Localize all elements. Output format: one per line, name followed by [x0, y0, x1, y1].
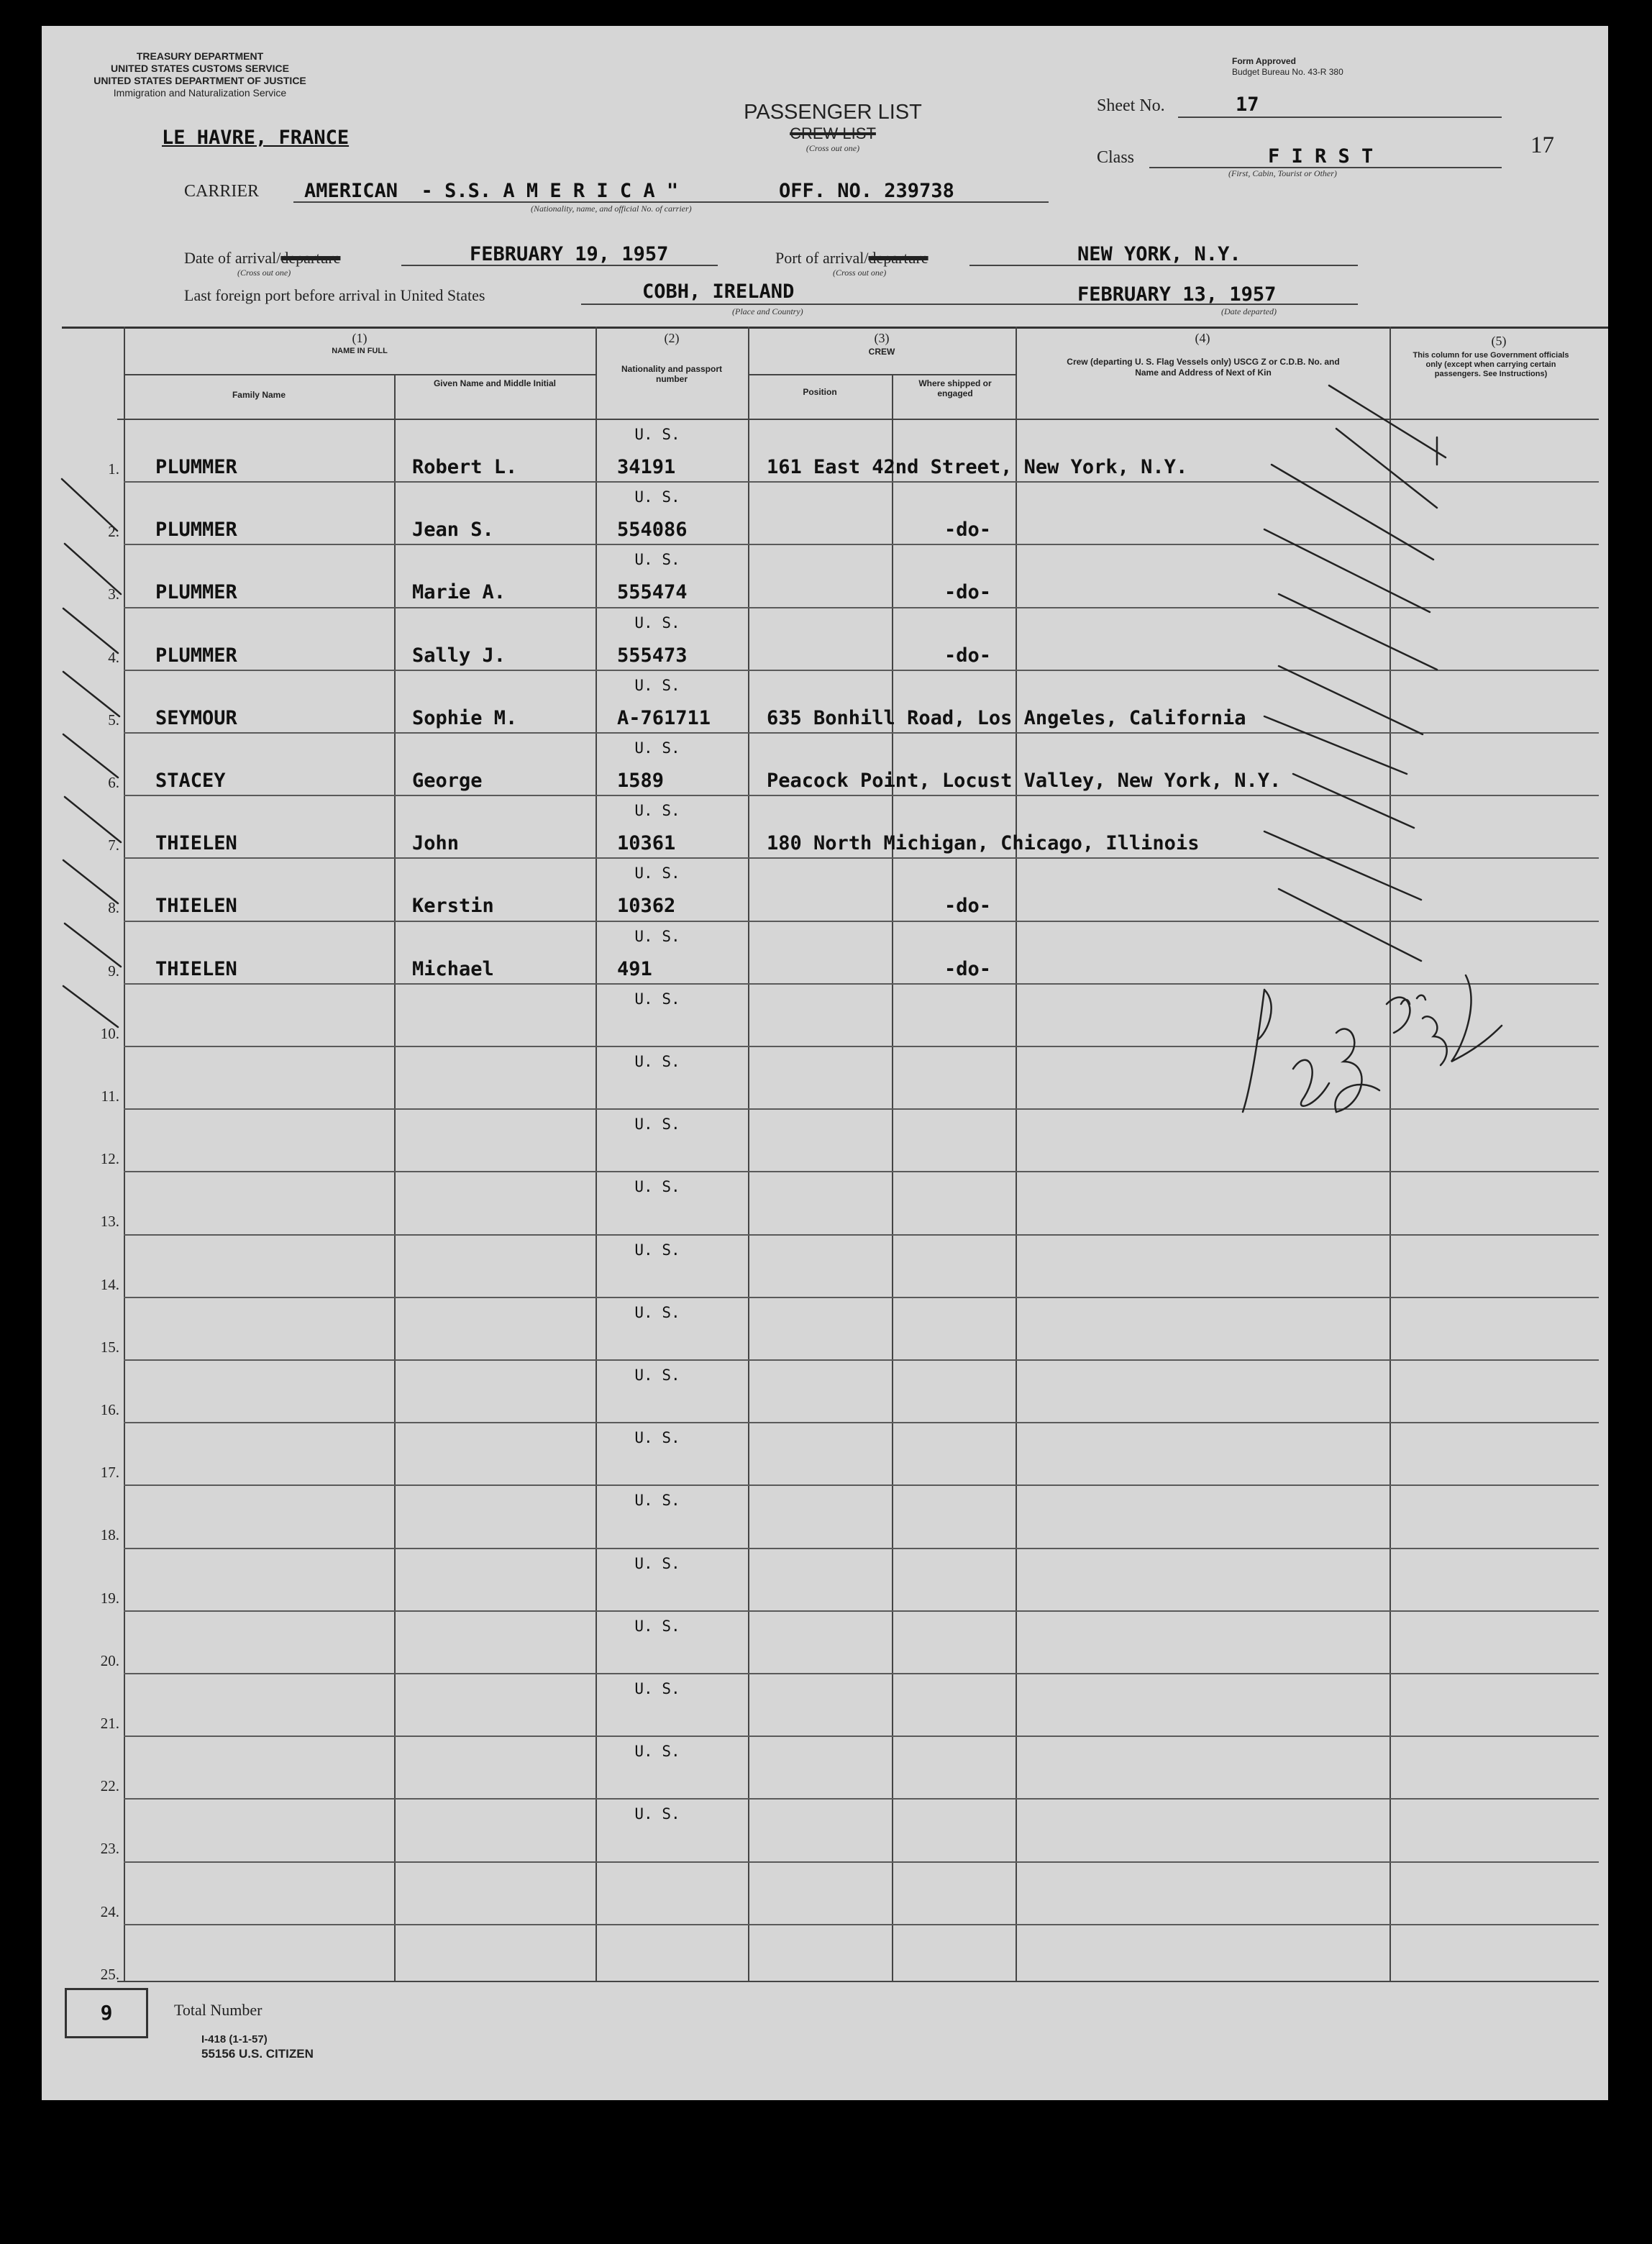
page-number: 17	[1530, 132, 1554, 158]
given-name: Kerstin	[412, 895, 494, 918]
family-name: PLUMMER	[155, 644, 237, 667]
check-mark	[63, 986, 118, 1027]
family-name: SEYMOUR	[155, 706, 237, 729]
next-of-kin-address: 161 East 42nd Street, New York, N.Y.	[767, 456, 1188, 478]
check-mark	[62, 479, 117, 531]
passport-number: A-761711	[617, 706, 711, 729]
row-number: 11.	[101, 1087, 119, 1105]
nationality: U. S.	[634, 1303, 680, 1321]
next-of-kin-address: 180 North Michigan, Chicago, Illinois	[767, 832, 1200, 855]
class-label: Class	[1097, 148, 1135, 167]
row-number: 3.	[108, 585, 119, 603]
nationality: U. S.	[634, 488, 680, 506]
nationality: U. S.	[634, 865, 680, 882]
pencil-stroke	[1336, 429, 1437, 508]
pencil-stroke	[1264, 716, 1407, 774]
nationality: U. S.	[634, 1429, 680, 1447]
pencil-marks	[42, 26, 1608, 2100]
col5-header: This column for use Government officials only (except when carrying certain passengers. See Instructions)	[1413, 351, 1569, 378]
sheet-value: 17	[1236, 94, 1259, 116]
passport-number: 34191	[617, 456, 676, 478]
ditto-mark: -do-	[944, 581, 992, 604]
nationality: U. S.	[634, 551, 680, 569]
nationality: U. S.	[634, 739, 680, 757]
family-name: PLUMMER	[155, 456, 237, 478]
agency-line: UNITED STATES CUSTOMS SERVICE	[111, 63, 289, 74]
form-code-line: I-418 (1-1-57)	[201, 2033, 268, 2045]
col1-title: NAME IN FULL	[332, 347, 388, 355]
given-name: Jean S.	[412, 519, 494, 542]
ditto-mark: -do-	[944, 895, 992, 918]
form-approved-line: Form Approved	[1232, 56, 1296, 66]
nationality: U. S.	[634, 426, 680, 443]
family-name: THIELEN	[155, 957, 237, 980]
family-name: PLUMMER	[155, 581, 237, 604]
nationality: U. S.	[634, 927, 680, 945]
passenger-list-page	[42, 26, 1608, 2100]
carrier-note: (Nationality, name, and official No. of carrier)	[531, 204, 692, 214]
col4-number: (4)	[1195, 331, 1210, 345]
passport-number: 1589	[617, 770, 665, 792]
ditto-mark: -do-	[944, 644, 992, 667]
row-number: 9.	[108, 962, 119, 980]
pencil-stroke	[1279, 889, 1421, 961]
passport-number: 555473	[617, 644, 688, 667]
nationality: U. S.	[634, 1680, 680, 1697]
check-mark	[65, 544, 121, 594]
arrival-port-value: NEW YORK, N.Y.	[1077, 243, 1241, 265]
row-number: 13.	[100, 1213, 119, 1231]
form-code	[201, 2033, 314, 2061]
given-name-header: Given Name and Middle Initial	[433, 378, 557, 388]
arrival-port-label-text: Port of arrival/	[775, 249, 869, 267]
ditto-mark: -do-	[944, 519, 992, 542]
where-shipped-header: Where shipped or engaged	[918, 378, 992, 398]
family-name: THIELEN	[155, 832, 237, 855]
position-header: Position	[803, 387, 837, 397]
page-title: PASSENGER LIST	[744, 101, 922, 124]
family-name: STACEY	[155, 770, 226, 792]
given-name: George	[412, 770, 483, 792]
row-number: 15.	[100, 1338, 119, 1356]
date-departed-note: (Date departed)	[1221, 306, 1277, 316]
initials-scrawl	[1387, 998, 1410, 1033]
row-number: 5.	[108, 711, 119, 729]
given-name: Sally J.	[412, 644, 506, 667]
cross-out-note-date: (Cross out one)	[237, 268, 291, 278]
initials-scrawl	[1335, 1029, 1379, 1112]
pencil-stroke	[1264, 831, 1421, 900]
total-box	[65, 1988, 148, 2038]
pencil-stroke	[1293, 774, 1414, 828]
pencil-stroke	[1279, 666, 1423, 734]
nationality: U. S.	[634, 1492, 680, 1510]
row-number: 10.	[100, 1024, 119, 1042]
struck-title: CREW LIST	[790, 124, 876, 142]
nationality: U. S.	[634, 1554, 680, 1572]
nationality: U. S.	[634, 1053, 680, 1070]
official-number: OFF. NO. 239738	[779, 180, 954, 202]
row-number: 21.	[100, 1715, 119, 1732]
last-port-label: Last foreign port before arrival in United States	[184, 286, 485, 304]
form-code-line: 55156 U.S. CITIZEN	[201, 2047, 314, 2061]
nationality: U. S.	[634, 1743, 680, 1761]
row-number: 2.	[108, 523, 119, 541]
date-departed-value: FEBRUARY 13, 1957	[1077, 283, 1277, 306]
check-mark	[63, 734, 118, 777]
arrival-date-value: FEBRUARY 19, 1957	[470, 243, 669, 265]
row-number: 17.	[100, 1464, 119, 1482]
row-number: 25.	[100, 1965, 119, 1983]
given-name: Sophie M.	[412, 706, 518, 729]
row-number: 18.	[100, 1526, 119, 1544]
struck-departure-port: departure	[868, 249, 928, 267]
check-mark	[65, 797, 121, 842]
agency-line: Immigration and Naturalization Service	[113, 87, 287, 99]
nationality: U. S.	[634, 1367, 680, 1384]
initials-scrawl	[1243, 990, 1272, 1112]
arrival-date-label-text: Date of arrival/	[184, 249, 281, 267]
passport-number: 554086	[617, 519, 688, 542]
row-number: 14.	[100, 1275, 119, 1293]
row-number: 12.	[100, 1150, 119, 1168]
passport-number: 555474	[617, 581, 688, 604]
carrier-value: AMERICAN - S.S. A M E R I C A "	[304, 180, 679, 202]
crew-header: CREW	[868, 347, 895, 357]
row-number: 16.	[100, 1401, 119, 1418]
row-number: 23.	[100, 1840, 119, 1858]
check-mark	[63, 672, 119, 716]
initials-scrawl	[1293, 1060, 1329, 1106]
check-mark	[63, 860, 118, 903]
nationality: U. S.	[634, 1617, 680, 1635]
row-number: 24.	[100, 1902, 119, 1920]
check-mark	[63, 608, 118, 653]
given-name: Michael	[412, 957, 494, 980]
col5-number: (5)	[1491, 334, 1507, 348]
row-number: 22.	[100, 1777, 119, 1795]
passport-number: 491	[617, 957, 652, 980]
nationality: U. S.	[634, 990, 680, 1008]
last-port-value: COBH, IRELAND	[642, 280, 795, 303]
family-name-header: Family Name	[232, 390, 286, 400]
col2-number: (2)	[664, 331, 680, 345]
pencil-stroke	[1279, 594, 1437, 670]
col1-number: (1)	[352, 331, 368, 345]
cross-out-note: (Cross out one)	[806, 143, 860, 153]
nationality: U. S.	[634, 1805, 680, 1823]
place-note: (Place and Country)	[732, 306, 803, 316]
agency-line: UNITED STATES DEPARTMENT OF JUSTICE	[93, 75, 306, 86]
initials-scrawl	[1401, 995, 1425, 1004]
total-label: Total Number	[174, 2001, 263, 2019]
family-name: PLUMMER	[155, 519, 237, 542]
total-value: 9	[100, 2001, 113, 2025]
pencil-stroke	[1329, 386, 1446, 457]
form-approved-line: Budget Bureau No. 43-R 380	[1232, 67, 1343, 77]
nationality: U. S.	[634, 1178, 680, 1196]
carrier-label: CARRIER	[184, 182, 260, 201]
row-number: 1.	[108, 460, 119, 478]
next-of-kin-address: Peacock Point, Locust Valley, New York, N.Y.	[767, 770, 1282, 792]
col4-header: Crew (departing U. S. Flag Vessels only) USCG Z or C.D.B. No. and Name and Address of Next of Kin	[1067, 357, 1340, 378]
family-name: THIELEN	[155, 895, 237, 918]
ditto-mark: -do-	[944, 957, 992, 980]
given-name: Marie A.	[412, 581, 506, 604]
row-number: 6.	[108, 774, 119, 791]
given-name: Robert L.	[412, 456, 518, 478]
cross-out-note-port: (Cross out one)	[833, 268, 887, 278]
class-note: (First, Cabin, Tourist or Other)	[1228, 168, 1337, 178]
row-number: 19.	[100, 1589, 119, 1607]
nationality: U. S.	[634, 1116, 680, 1134]
sheet-label: Sheet No.	[1097, 96, 1165, 115]
row-number: 20.	[100, 1651, 119, 1669]
nationality: U. S.	[634, 614, 680, 631]
passport-number: 10362	[617, 895, 676, 918]
nationality: U. S.	[634, 676, 680, 694]
initials-scrawl	[1423, 1016, 1447, 1065]
col3-number: (3)	[874, 331, 890, 345]
passport-number: 10361	[617, 832, 676, 855]
given-name: John	[412, 832, 460, 855]
struck-departure: departure	[280, 249, 341, 267]
check-mark	[65, 923, 121, 967]
row-number: 8.	[108, 899, 119, 917]
nationality-header: Nationality and passport number	[621, 364, 723, 384]
agency-line: TREASURY DEPARTMENT	[136, 50, 264, 62]
next-of-kin-address: 635 Bonhill Road, Los Angeles, California	[767, 706, 1246, 729]
class-value: F I R S T	[1268, 145, 1374, 168]
nationality: U. S.	[634, 1241, 680, 1259]
row-number: 4.	[108, 648, 119, 666]
initials-scrawl	[1451, 975, 1502, 1062]
row-number: 7.	[108, 836, 119, 854]
departure-port: LE HAVRE, FRANCE	[162, 127, 350, 149]
nationality: U. S.	[634, 802, 680, 820]
